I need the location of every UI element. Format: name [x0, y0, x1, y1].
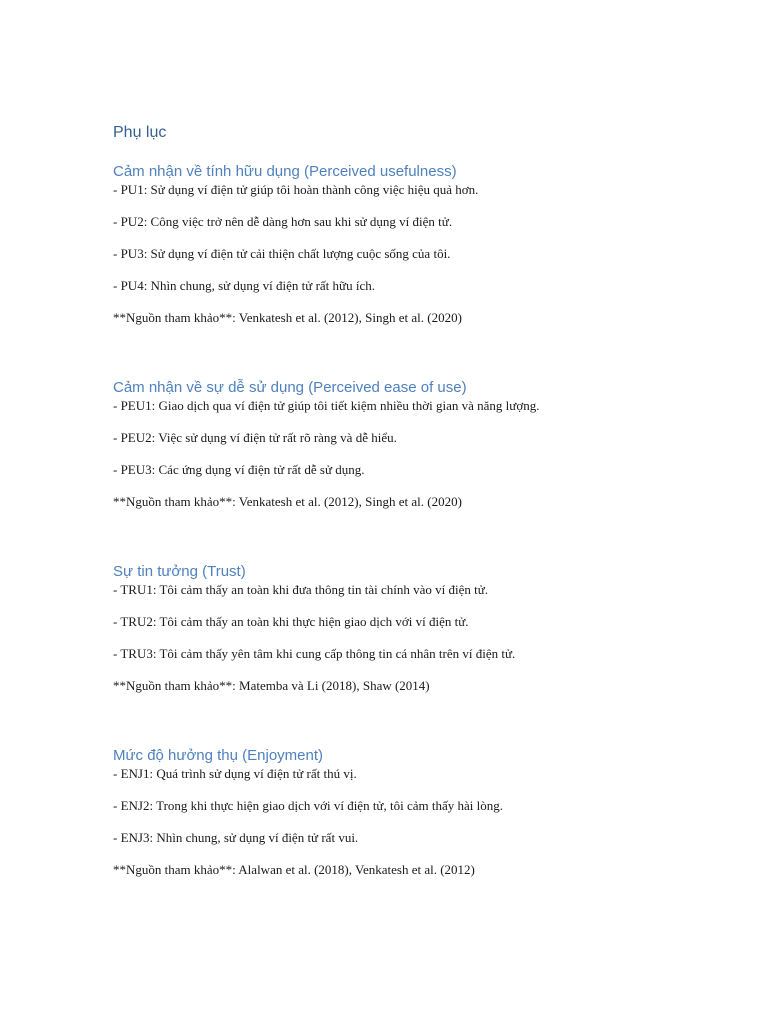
page-title: Phụ lục	[113, 124, 167, 141]
list-item: - ENJ2: Trong khi thực hiện giao dịch với ví điện tử, tôi cảm thấy hài lòng.	[113, 798, 503, 813]
list-item: - PU1: Sử dụng ví điện tử giúp tôi hoàn thành công việc hiệu quả hơn.	[113, 182, 479, 197]
source-note: **Nguồn tham khảo**: Venkatesh et al. (2012), Singh et al. (2020)	[113, 310, 462, 325]
list-item: - PEU3: Các ứng dụng ví điện tử rất dễ sử dụng.	[113, 462, 365, 477]
source-note: **Nguồn tham khảo**: Venkatesh et al. (2012), Singh et al. (2020)	[113, 494, 462, 509]
list-item: - PU4: Nhìn chung, sử dụng ví điện tử rất hữu ích.	[113, 278, 375, 293]
section-perceived-usefulness	[113, 162, 478, 326]
list-item: - PEU2: Việc sử dụng ví điện tử rất rõ ràng và dễ hiểu.	[113, 430, 397, 445]
section-heading: Cảm nhận về tính hữu dụng (Perceived usefulness)	[113, 163, 457, 180]
source-note: **Nguồn tham khảo**: Matemba và Li (2018), Shaw (2014)	[113, 678, 430, 693]
list-item: - PU2: Công việc trở nên dễ dàng hơn sau khi sử dụng ví điện tử.	[113, 214, 453, 229]
list-item: - PEU1: Giao dịch qua ví điện tử giúp tôi tiết kiệm nhiều thời gian và năng lượng.	[113, 398, 540, 413]
list-item: - PU3: Sử dụng ví điện tử cải thiện chất lượng cuộc sống của tôi.	[113, 246, 451, 261]
source-note: **Nguồn tham khảo**: Alalwan et al. (2018), Venkatesh et al. (2012)	[113, 862, 475, 877]
section-enjoyment	[113, 746, 503, 878]
list-item: - TRU3: Tôi cảm thấy yên tâm khi cung cấp thông tin cá nhân trên ví điện tử.	[113, 646, 516, 661]
list-item: - TRU1: Tôi cảm thấy an toàn khi đưa thông tin tài chính vào ví điện tử.	[113, 582, 489, 597]
section-trust	[113, 562, 515, 694]
list-item: - ENJ3: Nhìn chung, sử dụng ví điện tử rất vui.	[113, 830, 359, 845]
section-heading: Mức độ hưởng thụ (Enjoyment)	[113, 747, 324, 764]
list-item: - TRU2: Tôi cảm thấy an toàn khi thực hiện giao dịch với ví điện tử.	[113, 614, 469, 629]
section-heading: Cảm nhận về sự dễ sử dụng (Perceived ease of use)	[113, 379, 467, 396]
section-perceived-ease-of-use	[113, 378, 539, 510]
section-heading: Sự tin tưởng (Trust)	[113, 563, 246, 580]
list-item: - ENJ1: Quá trình sử dụng ví điện tử rất thú vị.	[113, 766, 357, 781]
